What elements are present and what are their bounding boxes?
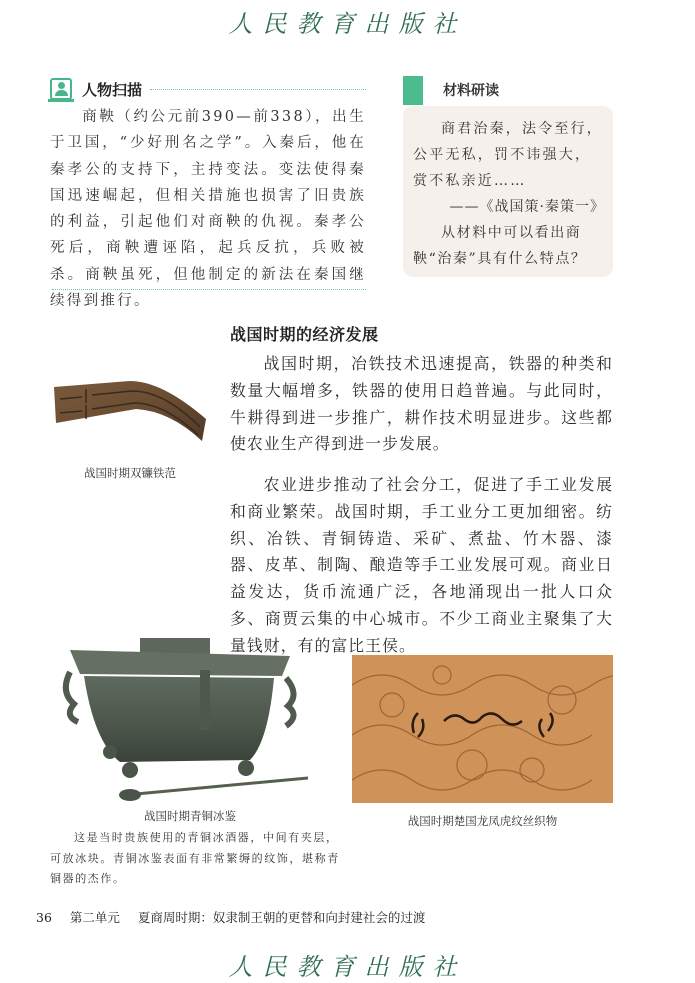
material-source: ——《战国策·秦策一》 — [449, 199, 605, 215]
paragraph-1-text: 战国时期，冶铁技术迅速提高，铁器的种类和数量大幅增多，铁器的使用日趋普遍。与此同时，牛耕得到进一步推广，耕作技术明显进步。这些都使农业生产得到进一步发展。 — [230, 354, 613, 454]
material-quote — [413, 116, 607, 194]
material-reading-title: 材料研读 — [443, 83, 499, 99]
silk-fabric-caption: 战国时期楚国龙凤虎纹丝织物 — [407, 814, 558, 828]
bronze-ice-jian-caption: 战国时期青铜冰鉴 — [144, 809, 236, 823]
person-scan-body: 商鞅（约公元前390—前338），出生于卫国，“少好刑名之学”。入秦后，他在秦孝公的支持下，主持变法。变法使得秦国迅速崛起，但相关措施也损害了旧贵族的利益，引起他们对商鞅的仇视。秦孝公死后，商鞅遭诬陷，起兵反抗，兵败被杀。商鞅虽死，但他制定的新法在秦国继续得到推行。 — [50, 109, 366, 310]
material-question — [413, 220, 607, 272]
green-bar-icon — [403, 75, 423, 105]
paragraph-2-text: 农业进步推动了社会分工，促进了手工业发展和商业繁荣。战国时期，手工业分工更加细密。纺织、冶铁、青铜铸造、采矿、煮盐、竹木器、漆器、皮革、制陶、酿造等手工业发展可观。商业日益发达，货币流通广泛，各地涌现出一批人口众多、商贾云集的中心城市。不少工商业主聚集了大量钱财，有的富比王侯。 — [230, 475, 613, 655]
material-reading-box — [403, 76, 613, 267]
dotted-divider-bottom — [52, 289, 366, 290]
question-text: 从材料中可以看出商鞅“治秦”具有什么特点？ — [413, 225, 587, 267]
bronze-ice-jian-description — [50, 828, 346, 890]
paragraph-1 — [230, 351, 613, 458]
sickle-mold-image — [52, 377, 208, 449]
page-number: 36 — [36, 910, 52, 925]
silk-fabric-image — [352, 655, 613, 803]
sickle-mold-caption: 战国时期双镰铁范 — [84, 466, 176, 480]
section-title: 战国时期的经济发展 — [230, 325, 379, 344]
jian-description-text: 这是当时贵族使用的青铜冰酒器，中间有夹层，可放冰块。青铜冰鉴表面有非常繁缛的纹饰，堪称青铜器的杰作。 — [50, 831, 340, 885]
unit-label: 第二单元 — [69, 910, 120, 925]
person-portrait-icon — [50, 78, 72, 100]
quote-text: 商君治秦，法令至行，公平无私，罚不讳强大，赏不私亲近…… — [413, 121, 603, 189]
page-footer — [36, 908, 425, 926]
dotted-divider — [150, 89, 366, 90]
person-scan-box — [50, 76, 366, 314]
bronze-ice-jian-image — [60, 632, 310, 804]
person-scan-title: 人物扫描 — [82, 80, 143, 99]
material-reading-header — [403, 76, 613, 104]
material-card — [403, 106, 613, 277]
publisher-logo-top: 人民教育出版社 — [228, 10, 467, 38]
person-scan-text — [50, 104, 366, 314]
publisher-logo-bottom: 人民教育出版社 — [228, 953, 467, 981]
person-scan-header — [50, 76, 366, 102]
unit-title: 夏商周时期：奴隶制王朝的更替和向封建社会的过渡 — [137, 910, 426, 925]
